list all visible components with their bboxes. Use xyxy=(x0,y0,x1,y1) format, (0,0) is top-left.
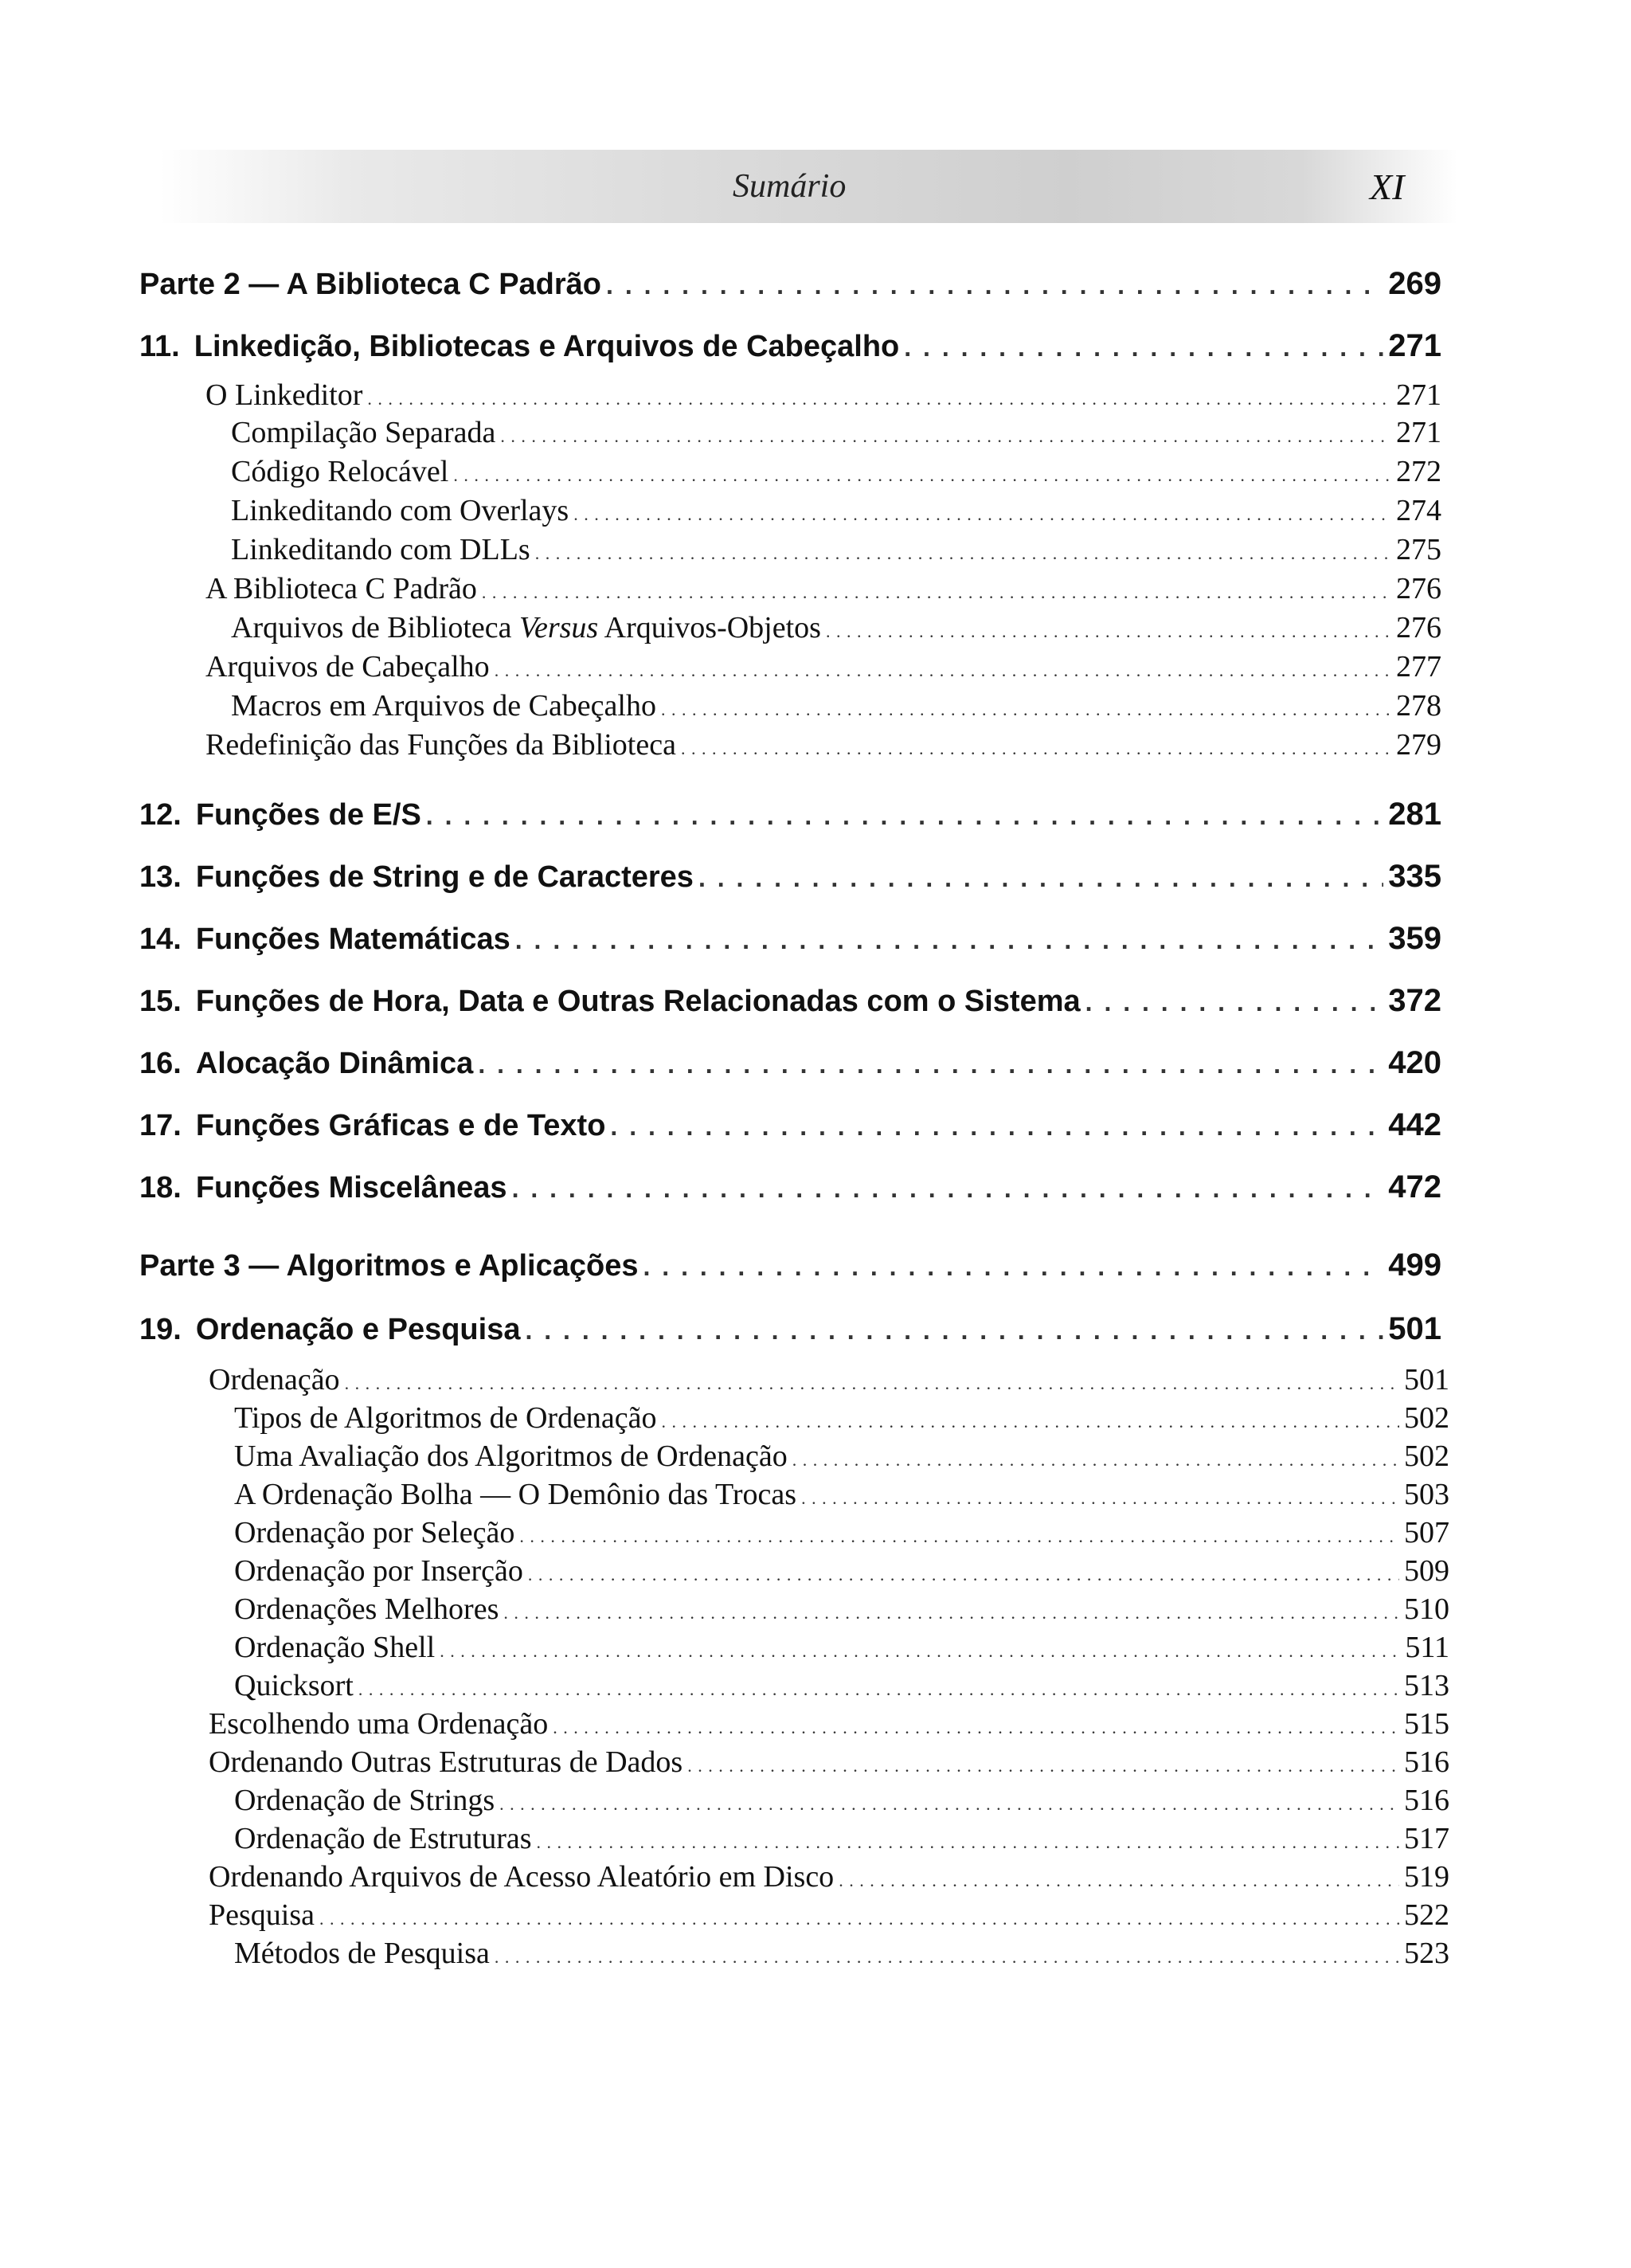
toc-entry[interactable] xyxy=(231,493,1441,528)
toc-part-2[interactable] xyxy=(139,266,1441,302)
chapter-page: 372 xyxy=(1388,983,1441,1018)
dot-leader xyxy=(535,543,1391,564)
chapter-title: Funções Matemáticas xyxy=(195,922,510,956)
toc-entry[interactable] xyxy=(231,610,1441,645)
entry-label: Ordenação por Inserção xyxy=(234,1554,523,1588)
dot-leader xyxy=(1085,988,1384,1017)
entry-label: Escolhendo uma Ordenação xyxy=(209,1707,549,1741)
chapter-title: Funções Gráficas e de Texto xyxy=(195,1109,606,1142)
toc-entry[interactable] xyxy=(234,1936,1449,1971)
toc-chapter-17[interactable] xyxy=(139,1107,1441,1143)
entry-label-part: Arquivos de Biblioteca xyxy=(231,611,519,644)
chapter-page: 335 xyxy=(1388,859,1441,894)
toc-entry[interactable] xyxy=(234,1477,1449,1512)
part-2-page: 269 xyxy=(1388,266,1441,301)
chapter-title: Funções Miscelâneas xyxy=(195,1171,507,1205)
chapter-number: 15. xyxy=(139,985,182,1018)
entry-label: Linkeditando com DLLs xyxy=(231,533,530,566)
dot-leader xyxy=(643,1252,1384,1282)
entry-label: A Ordenação Bolha — O Demônio das Trocas xyxy=(234,1478,797,1511)
entry-page: 502 xyxy=(1404,1401,1449,1435)
dot-leader xyxy=(482,582,1391,603)
toc-entry[interactable] xyxy=(231,688,1441,723)
dot-leader xyxy=(553,1718,1399,1738)
entry-label-italic: Versus xyxy=(518,611,599,644)
chapter-page: 501 xyxy=(1388,1311,1441,1346)
dot-leader xyxy=(503,1603,1399,1624)
entry-label: O Linkeditor xyxy=(205,378,363,412)
entry-label-part: Arquivos-Objetos xyxy=(598,611,821,644)
toc-chapter-15[interactable] xyxy=(139,983,1441,1019)
entry-page: 516 xyxy=(1404,1745,1449,1779)
toc-part-3[interactable] xyxy=(139,1248,1441,1283)
dot-leader xyxy=(662,1412,1399,1432)
part-2-label: Parte 2 — A Biblioteca C Padrão xyxy=(139,268,602,301)
entry-label: Ordenação xyxy=(209,1363,340,1396)
dot-leader xyxy=(500,426,1391,447)
entry-label: Ordenando Arquivos de Acesso Aleatório em Disco xyxy=(209,1860,835,1894)
dot-leader xyxy=(358,1679,1399,1700)
dot-leader xyxy=(440,1641,1400,1662)
chapter-number: 11. xyxy=(139,330,180,363)
entry-page: 517 xyxy=(1404,1822,1449,1855)
chapter-page: 359 xyxy=(1388,921,1441,956)
entry-page: 279 xyxy=(1396,728,1441,762)
dot-leader xyxy=(801,1488,1399,1509)
entry-page: 272 xyxy=(1396,455,1441,488)
dot-leader xyxy=(687,1756,1399,1776)
toc-entry[interactable] xyxy=(234,1783,1449,1818)
toc-entry[interactable] xyxy=(209,1898,1449,1933)
entry-page: 516 xyxy=(1404,1784,1449,1817)
toc-entry[interactable] xyxy=(234,1630,1449,1665)
running-head-title: Sumário xyxy=(733,168,847,205)
entry-page: 502 xyxy=(1404,1440,1449,1473)
toc-chapter-14[interactable] xyxy=(139,921,1441,957)
toc-entry[interactable] xyxy=(231,454,1441,489)
entry-label: Código Relocável xyxy=(231,455,449,488)
dot-leader xyxy=(478,1050,1383,1079)
entry-page: 503 xyxy=(1404,1478,1449,1511)
toc-chapter-12[interactable] xyxy=(139,797,1441,832)
dot-leader xyxy=(792,1450,1399,1471)
entry-page: 275 xyxy=(1396,533,1441,566)
chapter-number: 19. xyxy=(139,1313,182,1346)
entry-label: Ordenação de Strings xyxy=(234,1784,495,1817)
chapter-number: 13. xyxy=(139,860,182,894)
chapter-title: Funções de E/S xyxy=(195,798,421,832)
entry-page: 513 xyxy=(1404,1669,1449,1702)
entry-label: Pesquisa xyxy=(209,1898,315,1932)
entry-label: Métodos de Pesquisa xyxy=(234,1937,490,1970)
toc-entry[interactable] xyxy=(231,415,1441,450)
dot-leader xyxy=(698,864,1383,893)
part-3-label: Parte 3 — Algoritmos e Aplicações xyxy=(139,1249,639,1283)
entry-page: 271 xyxy=(1396,416,1441,449)
dot-leader xyxy=(826,621,1391,642)
toc-entry[interactable] xyxy=(205,378,1441,413)
dot-leader xyxy=(573,504,1391,525)
toc-entry[interactable] xyxy=(234,1439,1449,1474)
dot-leader xyxy=(525,1316,1383,1346)
entry-page: 515 xyxy=(1404,1707,1449,1741)
toc-chapter-18[interactable] xyxy=(139,1169,1441,1205)
dot-leader xyxy=(345,1373,1399,1394)
chapter-title: Funções de Hora, Data e Outras Relacionadas com o Sistema xyxy=(195,985,1081,1018)
entry-label: Quicksort xyxy=(234,1669,354,1702)
part-3-page: 499 xyxy=(1388,1248,1441,1283)
entry-page: 274 xyxy=(1396,494,1441,527)
running-head xyxy=(159,150,1457,223)
toc-entry[interactable] xyxy=(209,1362,1449,1397)
entry-page: 276 xyxy=(1396,572,1441,605)
entry-label: A Biblioteca C Padrão xyxy=(205,572,477,605)
dot-leader xyxy=(367,389,1391,409)
dot-leader xyxy=(495,1947,1399,1968)
dot-leader xyxy=(319,1909,1399,1929)
chapter-page: 271 xyxy=(1388,328,1441,363)
dot-leader xyxy=(499,1794,1399,1815)
toc-entry[interactable] xyxy=(234,1821,1449,1856)
entry-page: 511 xyxy=(1405,1631,1449,1664)
dot-leader xyxy=(661,699,1391,720)
dot-leader xyxy=(904,333,1383,362)
entry-label: Arquivos de Cabeçalho xyxy=(205,650,490,684)
entry-label xyxy=(231,610,821,645)
dot-leader xyxy=(681,738,1391,759)
chapter-page: 442 xyxy=(1388,1107,1441,1142)
entry-label: Macros em Arquivos de Cabeçalho xyxy=(231,689,656,723)
entry-label: Ordenação por Seleção xyxy=(234,1516,515,1549)
entry-label: Ordenação de Estruturas xyxy=(234,1822,532,1855)
dot-leader xyxy=(528,1565,1399,1585)
entry-label: Ordenações Melhores xyxy=(234,1592,499,1626)
toc-entry[interactable] xyxy=(205,649,1441,684)
toc-chapter-13[interactable] xyxy=(139,859,1441,895)
toc-chapter-19[interactable] xyxy=(139,1311,1441,1347)
dot-leader xyxy=(426,801,1383,831)
chapter-title: Alocação Dinâmica xyxy=(195,1047,474,1080)
chapter-number: 16. xyxy=(139,1047,182,1080)
entry-label: Ordenando Outras Estruturas de Dados xyxy=(209,1745,683,1779)
chapter-page: 420 xyxy=(1388,1045,1441,1080)
chapter-title: Ordenação e Pesquisa xyxy=(195,1313,521,1346)
entry-page: 271 xyxy=(1396,378,1441,412)
toc-entry[interactable] xyxy=(209,1859,1449,1894)
dot-leader xyxy=(495,660,1391,681)
entry-page: 519 xyxy=(1404,1860,1449,1894)
dot-leader xyxy=(515,926,1384,955)
entry-page: 277 xyxy=(1396,650,1441,684)
dot-leader xyxy=(453,465,1391,486)
entry-label: Redefinição das Funções da Biblioteca xyxy=(205,728,676,762)
page-number: XI xyxy=(1370,166,1405,207)
chapter-number: 17. xyxy=(139,1109,182,1142)
dot-leader xyxy=(610,1112,1383,1142)
entry-label: Tipos de Algoritmos de Ordenação xyxy=(234,1401,657,1435)
entry-label: Ordenação Shell xyxy=(234,1631,436,1664)
chapter-number: 14. xyxy=(139,922,182,956)
toc-entry[interactable] xyxy=(205,727,1441,762)
toc-entry[interactable] xyxy=(234,1553,1449,1588)
toc-entry[interactable] xyxy=(234,1592,1449,1627)
toc-entry[interactable] xyxy=(231,532,1441,567)
chapter-number: 12. xyxy=(139,798,182,832)
entry-page: 507 xyxy=(1404,1516,1449,1549)
dot-leader xyxy=(537,1832,1399,1853)
chapter-title: Linkedição, Bibliotecas e Arquivos de Cabeçalho xyxy=(194,330,900,363)
entry-page: 509 xyxy=(1404,1554,1449,1588)
chapter-page: 281 xyxy=(1388,797,1441,832)
entry-label: Compilação Separada xyxy=(231,416,496,449)
entry-page: 278 xyxy=(1396,689,1441,723)
toc-entry[interactable] xyxy=(234,1515,1449,1550)
toc-chapter-11[interactable] xyxy=(139,328,1441,364)
dot-leader xyxy=(606,271,1383,300)
dot-leader xyxy=(519,1526,1399,1547)
entry-page: 510 xyxy=(1404,1592,1449,1626)
entry-page: 501 xyxy=(1404,1363,1449,1396)
toc-entry[interactable] xyxy=(209,1745,1449,1780)
entry-page: 523 xyxy=(1404,1937,1449,1970)
chapter-title: Funções de String e de Caracteres xyxy=(195,860,694,894)
dot-leader xyxy=(839,1870,1399,1891)
chapter-number: 18. xyxy=(139,1171,182,1205)
entry-page: 276 xyxy=(1396,611,1441,644)
toc-chapter-16[interactable] xyxy=(139,1045,1441,1081)
toc-entry[interactable] xyxy=(209,1706,1449,1741)
toc-entry[interactable] xyxy=(205,571,1441,606)
entry-label: Linkeditando com Overlays xyxy=(231,494,569,527)
entry-label: Uma Avaliação dos Algoritmos de Ordenação xyxy=(234,1440,788,1473)
dot-leader xyxy=(512,1174,1384,1204)
entry-page: 522 xyxy=(1404,1898,1449,1932)
toc-entry[interactable] xyxy=(234,1400,1449,1436)
chapter-page: 472 xyxy=(1388,1169,1441,1205)
toc-entry[interactable] xyxy=(234,1668,1449,1703)
